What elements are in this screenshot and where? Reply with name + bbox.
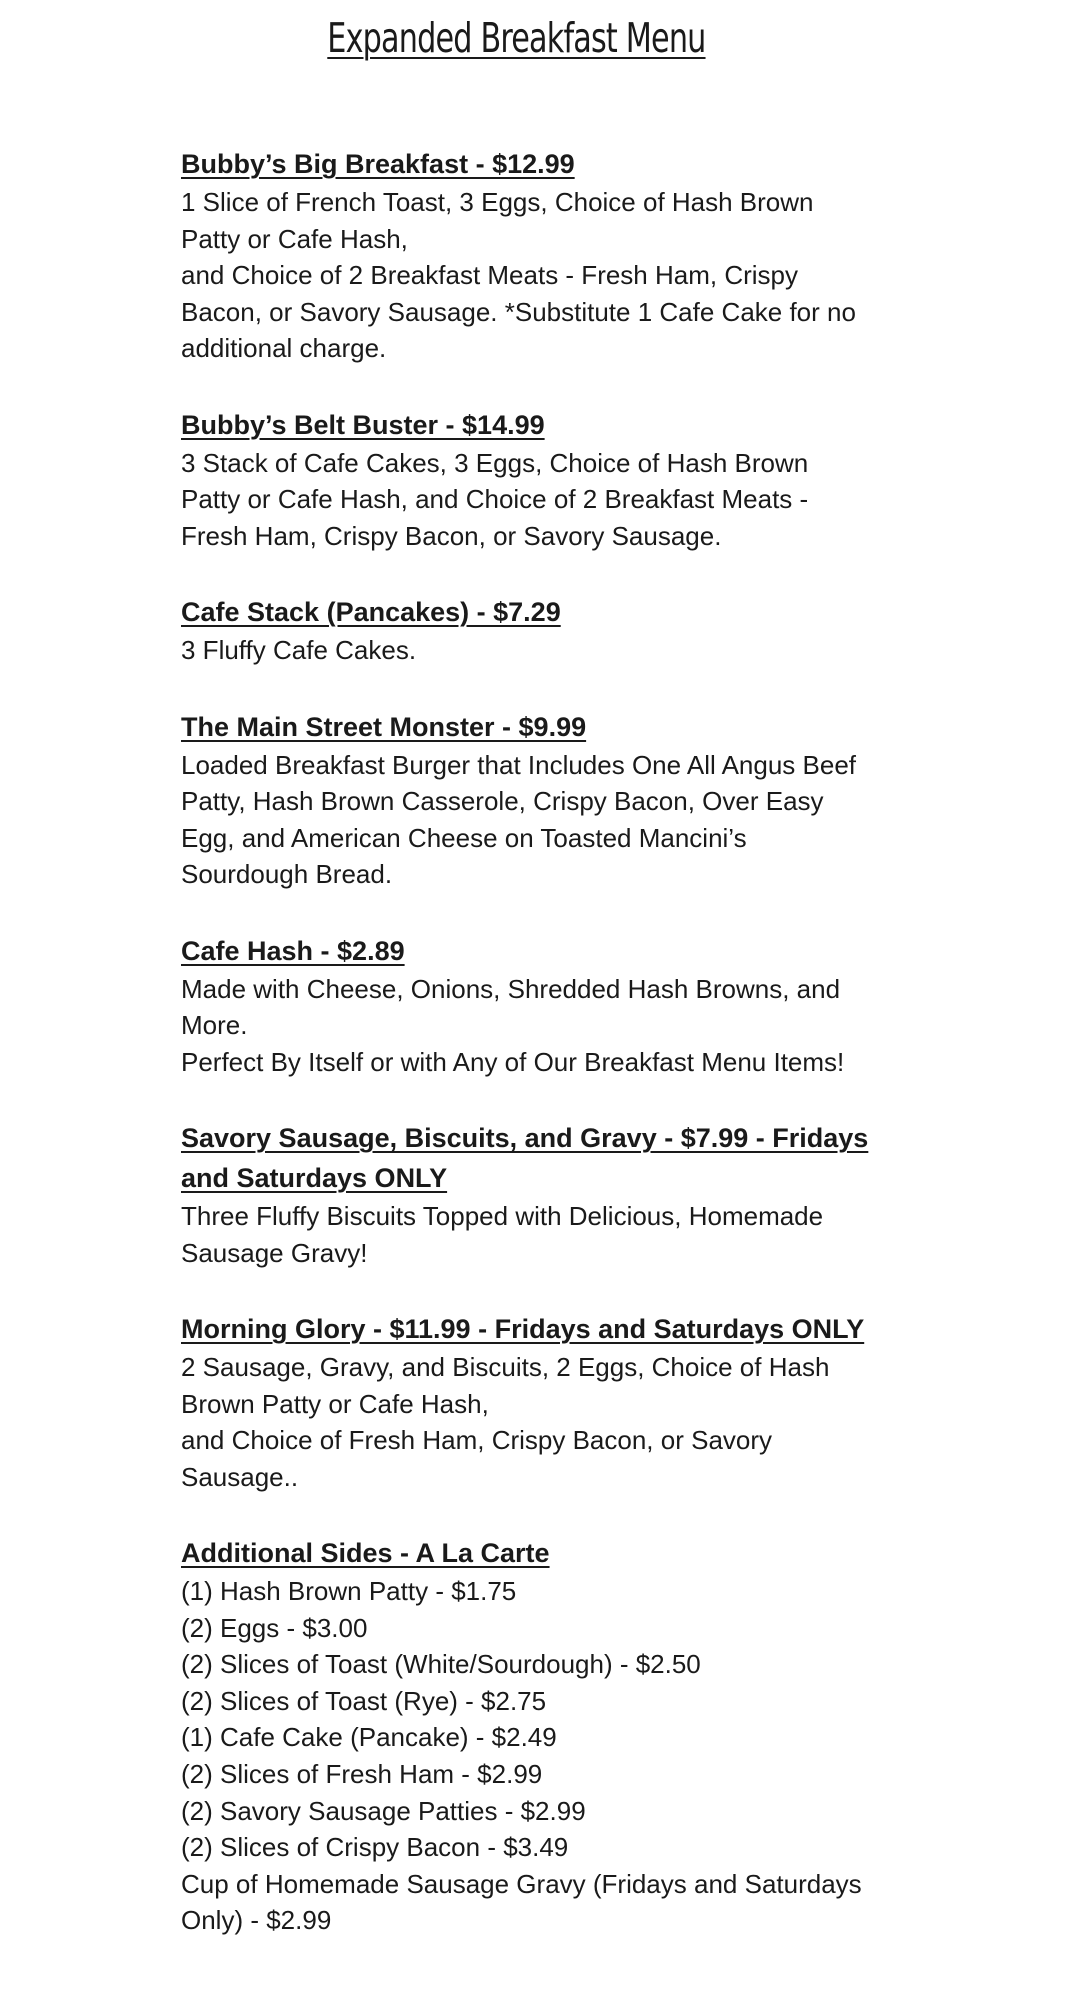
item-description: Perfect By Itself or with Any of Our Breakfast Menu Items! — [181, 1046, 845, 1077]
item-description: 2 Sausage, Gravy, and Biscuits, 2 Eggs, Choice of Hash Brown Patty or Cafe Hash, — [181, 1352, 830, 1419]
side-item: (2) Savory Sausage Patties - $2.99 — [181, 1795, 586, 1826]
page-title: Expanded Breakfast Menu — [327, 14, 706, 62]
side-item: (1) Cafe Cake (Pancake) - $2.49 — [181, 1722, 557, 1753]
item-description: Made with Cheese, Onions, Shredded Hash Browns, and More. — [181, 973, 841, 1040]
sides-section — [181, 1533, 871, 1939]
menu-item — [181, 931, 871, 1081]
item-title: Bubby’s Big Breakfast - $12.99 — [181, 149, 575, 179]
item-title: Cafe Hash - $2.89 — [181, 935, 405, 966]
menu-item — [181, 1118, 871, 1271]
item-title: Savory Sausage, Biscuits, and Gravy - $7.99 - Fridays and Saturdays ONLY — [181, 1123, 869, 1193]
menu-list — [181, 144, 871, 1977]
item-description: 3 Stack of Cafe Cakes, 3 Eggs, Choice of Hash Brown Patty or Cafe Hash, and Choice of 2 Breakfast Meats - Fresh Ham, Crispy Bacon, or Savory Sausage. — [181, 447, 809, 551]
item-title: Cafe Stack (Pancakes) - $7.29 — [181, 597, 561, 627]
side-item: (1) Hash Brown Patty - $1.75 — [181, 1576, 517, 1606]
item-description: Three Fluffy Biscuits Topped with Delicious, Homemade Sausage Gravy! — [181, 1201, 824, 1268]
menu-item — [181, 405, 871, 555]
menu-item — [181, 144, 871, 367]
side-item: (2) Slices of Fresh Ham - $2.99 — [181, 1758, 543, 1789]
item-description: Loaded Breakfast Burger that Includes One All Angus Beef Patty, Hash Brown Casserole, Crispy Bacon, Over Easy Egg, and American Cheese on Toasted Mancini’s Sourdough Bread. — [181, 749, 856, 889]
item-title: The Main Street Monster - $9.99 — [181, 711, 587, 742]
side-item: Cup of Homemade Sausage Gravy (Fridays and Saturdays Only) - $2.99 — [181, 1868, 862, 1936]
item-description: 3 Fluffy Cafe Cakes. — [181, 635, 417, 665]
side-item: (2) Eggs - $3.00 — [181, 1612, 368, 1643]
item-title: Bubby’s Belt Buster - $14.99 — [181, 409, 545, 440]
side-item: (2) Slices of Crispy Bacon - $3.49 — [181, 1832, 569, 1863]
side-item: (2) Slices of Toast (White/Sourdough) - $2.50 — [181, 1649, 701, 1680]
item-description: and Choice of Fresh Ham, Crispy Bacon, or Savory Sausage.. — [181, 1425, 773, 1492]
item-description: 1 Slice of French Toast, 3 Eggs, Choice of Hash Brown Patty or Cafe Hash, — [181, 187, 814, 254]
item-description: and Choice of 2 Breakfast Meats - Fresh Ham, Crispy Bacon, or Savory Sausage. *Substitute 1 Cafe Cake for no additional charge. — [181, 260, 856, 363]
item-title: Morning Glory - $11.99 - Fridays and Saturdays ONLY — [181, 1314, 865, 1344]
menu-item — [181, 707, 871, 893]
menu-item — [181, 592, 871, 669]
sides-title: Additional Sides - A La Carte — [181, 1538, 550, 1568]
menu-item — [181, 1309, 871, 1495]
side-item: (2) Slices of Toast (Rye) - $2.75 — [181, 1685, 547, 1716]
